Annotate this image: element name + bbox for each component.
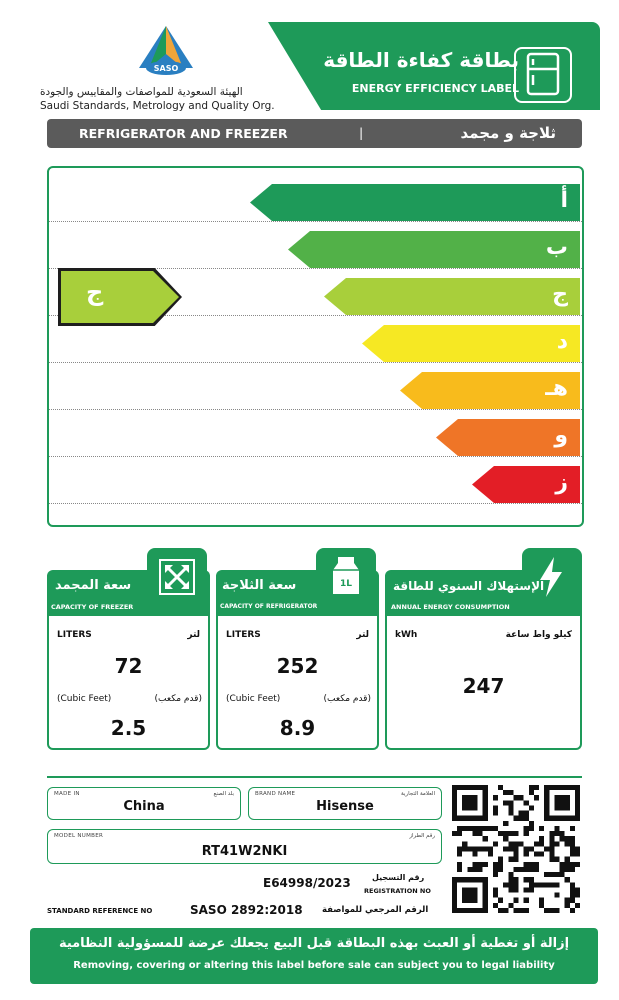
saso-logo-icon [135,24,197,82]
grade-letter: و [554,423,568,448]
grade-arrow [250,184,580,221]
standard-reference-label: STANDARD REFERENCE NO [47,907,153,915]
grade-letter: د [556,329,568,354]
category-bar [47,119,582,148]
energy-unit-label-arabic: كيلو واط ساعة [505,630,572,640]
refrigerator-capacity-card [216,548,379,750]
category-english: REFRIGERATOR AND FREEZER [79,126,288,141]
standard-reference-value: SASO 2892:2018 [190,903,303,917]
freezer-liters-label-arabic: لتر [187,630,200,640]
energy-title-arabic: الإستهلاك السنوي للطاقة [393,579,545,593]
refrigerator-liters-value: 252 [276,654,319,678]
refrigerator-cubic-label-arabic: (قدم مكعب) [323,694,371,704]
made-in-field [47,787,241,820]
model-number-value: RT41W2NKI [201,844,288,859]
freezer-liters-value: 72 [114,654,143,678]
energy-title-english: ANNUAL ENERGY CONSUMPTION [391,603,510,611]
fridge-icon [514,47,572,103]
refrigerator-liters-label: LITERS [226,630,261,640]
grade-row [49,419,582,457]
brand-label-arabic: العلامة التجارية [400,791,435,797]
freezer-title-english: CAPACITY OF FREEZER [51,603,134,611]
made-in-value: China [123,799,165,814]
model-number-label: MODEL NUMBER [54,833,104,839]
registration-number: E64998/2023 [263,876,351,890]
category-arabic: ثلاجة و مجمد [460,124,556,142]
saso-logo-block [40,24,295,120]
category-separator: | [359,125,364,140]
freezer-capacity-card [47,548,210,750]
grade-arrow [324,278,580,315]
grade-letter: ج [552,282,568,307]
grade-letter: ز [555,470,568,495]
label-title-arabic: بطاقة كفاءة الطاقة [323,48,519,72]
freezer-cubic-value: 2.5 [110,716,147,740]
energy-consumption-value: 247 [462,674,505,698]
svg-text:1L: 1L [340,579,352,589]
milk-carton-icon [329,554,363,596]
legal-warning-english: Removing, covering or altering this label before sale can subject you to legal liability [73,960,555,971]
grade-row [49,466,582,504]
freezer-cubic-label-arabic: (قدم مكعب) [154,694,202,704]
freezer-title-arabic: سعة المجمد [55,578,132,593]
made-in-label-arabic: بلد الصنع [213,791,234,797]
brand-field [248,787,442,820]
qr-code-icon[interactable] [452,785,580,913]
grade-row [49,184,582,222]
svg-text:SASO: SASO [153,64,179,73]
legal-warning-footer [30,928,598,984]
label-title-english: ENERGY EFFICIENCY LABEL [351,82,519,95]
brand-label: BRAND NAME [255,791,296,797]
current-energy-class: ج [86,278,104,306]
freezer-liters-label: LITERS [57,630,92,640]
legal-warning-arabic: إزالة أو تغطية أو العبث بهذه البطاقة قبل البيع يجعلك عرضة للمسؤولية النظامية [58,936,570,951]
registration-label-arabic: رقم التسجيل [372,873,425,882]
refrigerator-title-english: CAPACITY OF REFRIGERATOR [220,603,318,610]
registration-label: REGISTRATION NO [364,887,431,895]
grade-letter: هـ [545,376,568,401]
org-name-english: Saudi Standards, Metrology and Quality Org. [40,100,275,112]
refrigerator-liters-label-arabic: لتر [356,630,369,640]
energy-unit-label: kWh [395,630,418,640]
grade-row [49,231,582,269]
org-name-arabic: الهيئة السعودية للمواصفات والمقاييس والجودة [40,86,243,98]
made-in-label: MADE IN [54,791,80,797]
brand-value: Hisense [316,799,374,814]
refrigerator-cubic-label: (Cubic Feet) [226,694,281,704]
grade-row [49,372,582,410]
grade-letter: أ [560,188,568,213]
current-energy-class-indicator [58,268,182,326]
energy-rating-scale [47,166,584,527]
model-number-field [47,829,442,864]
grade-letter: ب [545,235,568,260]
grade-row [49,325,582,363]
standard-reference-label-arabic: الرقم المرجعي للمواصفة [322,905,429,915]
grade-arrow [288,231,580,268]
model-number-label-arabic: رقم الطراز [409,833,435,839]
refrigerator-cubic-value: 8.9 [279,716,316,740]
section-divider [47,776,582,778]
energy-consumption-card [385,548,582,750]
grade-arrow [362,325,580,362]
expand-arrows-icon [158,558,196,596]
refrigerator-title-arabic: سعة الثلاجة [222,578,297,593]
freezer-cubic-label: (Cubic Feet) [57,694,112,704]
